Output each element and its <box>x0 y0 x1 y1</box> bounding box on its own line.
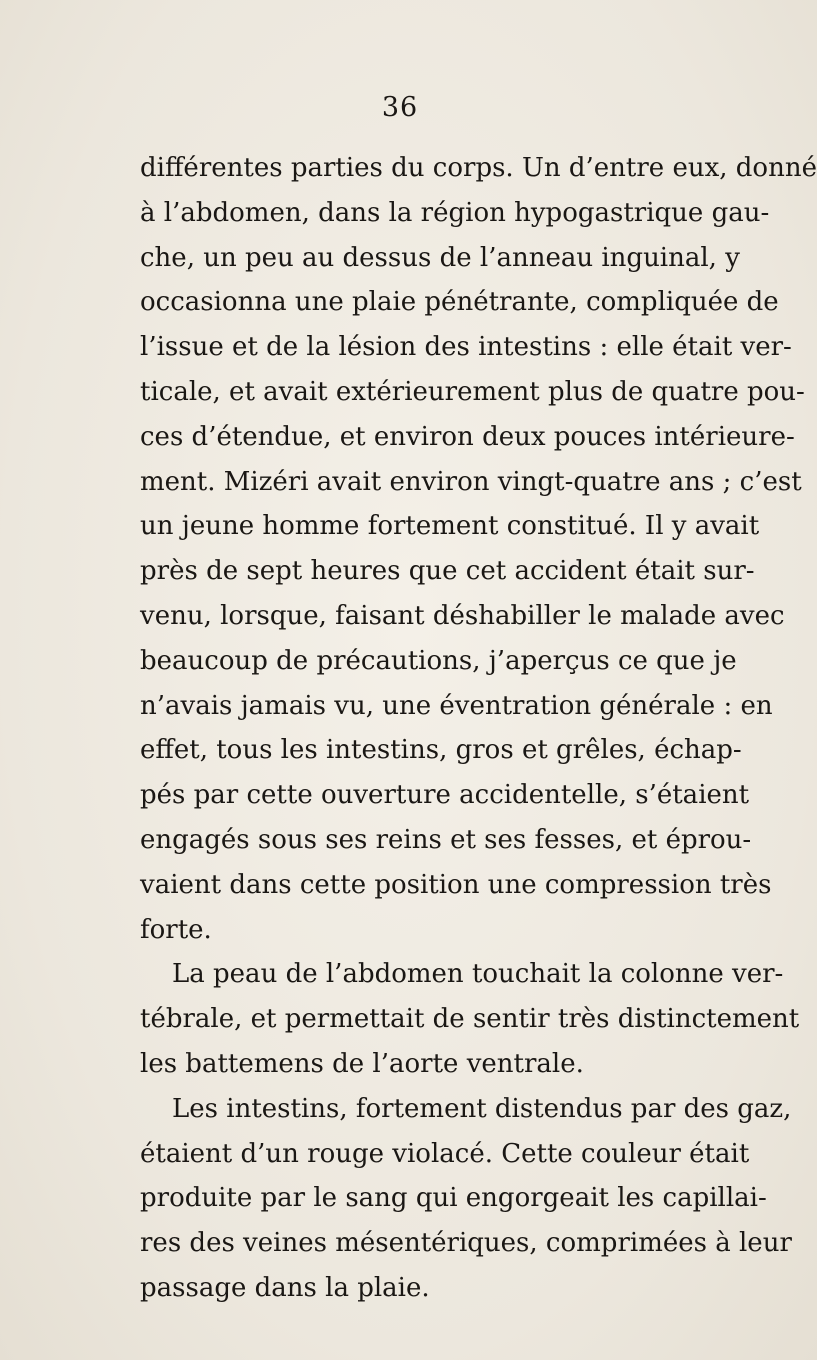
text-line: à l’abdomen, dans la région hypogastrique gau- <box>140 197 770 228</box>
text-line: tébrale, et permettait de sentir très distinctement <box>140 1004 800 1035</box>
text-line: forte. <box>140 914 212 945</box>
text-line: ces d’étendue, et environ deux pouces intérieure- <box>140 421 795 452</box>
text-line: ment. Mizéri avait environ vingt-quatre ans ; c’est <box>140 466 802 497</box>
text-line: les battemens de l’aorte ventrale. <box>140 1048 584 1079</box>
text-line: pés par cette ouverture accidentelle, s’étaient <box>140 780 750 811</box>
text-line: che, un peu au dessus de l’anneau inguinal, y <box>140 242 740 273</box>
text-line: l’issue et de la lésion des intestins : elle était ver- <box>140 332 792 363</box>
text-line: un jeune homme fortement constitué. Il y avait <box>140 511 760 542</box>
text-line: venu, lorsque, faisant déshabiller le malade avec <box>140 600 785 631</box>
text-line: effet, tous les intestins, gros et grêles, échap- <box>140 735 742 766</box>
text-line: res des veines mésentériques, comprimées à leur <box>140 1228 792 1259</box>
page-number: 36 <box>381 92 419 123</box>
text-line: Les intestins, fortement distendus par des gaz, <box>172 1093 792 1124</box>
text-line: La peau de l’abdomen touchait la colonne ver- <box>172 959 784 990</box>
body-text <box>140 146 817 1311</box>
text-line: différentes parties du corps. Un d’entre eux, donné <box>140 153 817 183</box>
text-line: occasionna une plaie pénétrante, compliquée de <box>140 287 779 318</box>
text-line: étaient d’un rouge violacé. Cette couleur était <box>140 1138 750 1169</box>
text-line: passage dans la plaie. <box>140 1272 430 1303</box>
text-line: produite par le sang qui engorgeait les capillai- <box>140 1183 767 1214</box>
text-line: beaucoup de précautions, j’aperçus ce que je <box>140 645 737 676</box>
text-line: près de sept heures que cet accident était sur- <box>140 556 755 587</box>
text-line: vaient dans cette position une compression très <box>140 869 772 900</box>
text-line: ticale, et avait extérieurement plus de quatre pou- <box>140 376 805 407</box>
text-line: n’avais jamais vu, une éventration générale : en <box>140 690 773 721</box>
text-line: engagés sous ses reins et ses fesses, et éprou- <box>140 824 752 855</box>
